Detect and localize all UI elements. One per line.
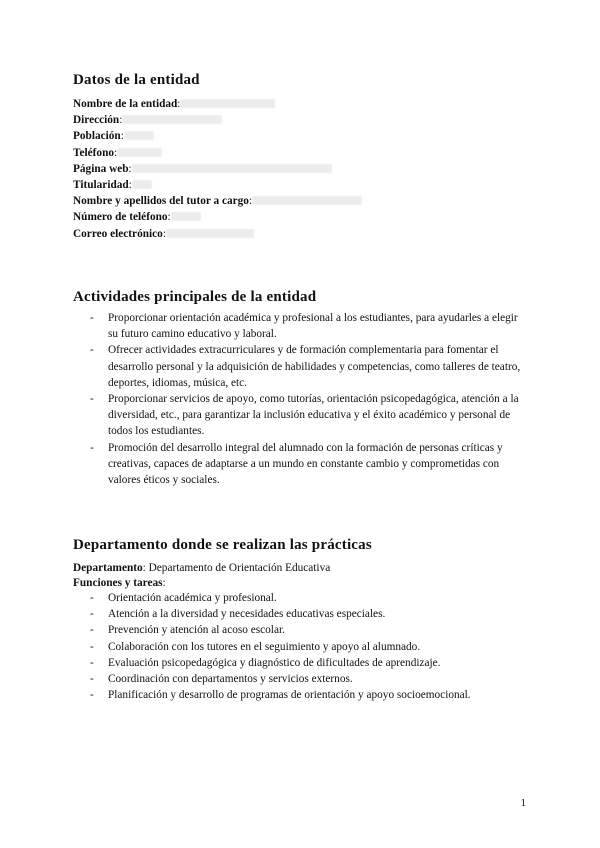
list-marker: -	[90, 344, 94, 357]
list-item-text: Coordinación con departamentos y servicios externos.	[108, 673, 353, 686]
field-label: Teléfono	[73, 146, 115, 159]
department-heading: Departamento donde se realizan las prácticas	[73, 537, 372, 553]
field-label: Página web	[73, 162, 129, 175]
field-separator: :	[128, 179, 132, 192]
field-tutor-name	[73, 193, 533, 209]
list-item	[73, 622, 525, 638]
list-item-text: Planificación y desarrollo de programas de orientación y apoyo socioemocional.	[108, 689, 471, 702]
list-marker: -	[90, 441, 94, 454]
department-line	[73, 560, 330, 576]
field-ownership	[73, 177, 533, 193]
field-separator: :	[162, 227, 166, 240]
activities-heading: Actividades principales de la entidad	[73, 289, 317, 305]
field-separator: :	[120, 130, 124, 143]
department-value: : Departamento de Orientación Educativa	[142, 562, 331, 574]
field-address	[73, 112, 533, 128]
field-label: Dirección	[73, 114, 120, 127]
list-marker: -	[90, 624, 94, 637]
field-separator: :	[167, 211, 171, 224]
list-item-text: Orientación académica y profesional.	[108, 592, 277, 604]
tasks-list	[73, 590, 525, 703]
department-label: Departamento	[73, 562, 143, 574]
field-label: Correo electrónico	[73, 227, 163, 240]
functions-line	[73, 575, 166, 591]
field-separator: :	[119, 114, 123, 127]
field-tutor-phone	[73, 209, 533, 225]
redacted-value	[117, 148, 162, 157]
list-item-text: Promoción del desarrollo integral del alumnado con la formación de personas críticas y creativas, capaces de adaptarse a un mundo en constante cambio y comprometidas con valores éticos y sociales.	[108, 441, 503, 487]
list-item-text: Prevención y atención al acoso escolar.	[108, 624, 285, 637]
list-item	[73, 639, 525, 655]
list-marker: -	[90, 689, 94, 702]
field-separator: :	[128, 162, 132, 175]
redacted-value	[124, 131, 154, 140]
list-marker: -	[90, 608, 94, 621]
list-marker: -	[90, 312, 94, 324]
field-label: Nombre de la entidad	[73, 98, 178, 110]
field-separator: :	[177, 98, 181, 110]
field-entity-name	[73, 96, 533, 112]
list-item	[73, 391, 525, 440]
list-marker: -	[90, 640, 94, 653]
field-separator: :	[114, 146, 118, 159]
field-town	[73, 128, 533, 144]
list-item-text: Colaboración con los tutores en el seguimiento y apoyo al alumnado.	[108, 640, 421, 653]
list-marker: -	[90, 673, 94, 686]
list-marker: -	[90, 393, 94, 406]
redacted-value	[132, 180, 152, 189]
field-phone	[73, 145, 533, 161]
list-item	[73, 342, 525, 391]
redacted-value	[122, 115, 222, 124]
functions-separator: :	[162, 577, 166, 589]
redacted-value	[171, 212, 201, 221]
list-item-text: Ofrecer actividades extracurriculares y de formación complementaria para fomentar el desarrollo personal y la adquisición de habilidades y competencias, como talleres de teatro, deportes, idiomas, música, etc.	[108, 344, 521, 389]
redacted-value	[252, 196, 362, 205]
redacted-value	[166, 229, 254, 238]
field-label: Población	[73, 130, 121, 143]
list-marker: -	[90, 592, 94, 604]
list-item	[73, 440, 525, 489]
list-item-text: Proporcionar servicios de apoyo, como tutorías, orientación psicopedagógica, atención a la diversidad, etc., para garantizar la inclusión educativa y el éxito académico y personal de todos los estudiantes.	[108, 393, 519, 438]
page-number: 1	[520, 797, 526, 809]
field-label: Número de teléfono	[73, 211, 168, 224]
entity-data-heading: Datos de la entidad	[73, 72, 200, 88]
list-item-text: Evaluación psicopedagógica y diagnóstico de dificultades de aprendizaje.	[108, 656, 441, 669]
list-item	[73, 606, 525, 622]
field-email	[73, 226, 533, 242]
list-item	[73, 671, 525, 687]
list-item-text: Atención a la diversidad y necesidades educativas especiales.	[108, 608, 386, 621]
field-website	[73, 161, 533, 177]
redacted-value	[180, 99, 275, 108]
list-item	[73, 655, 525, 671]
functions-label: Funciones y tareas	[73, 577, 163, 589]
list-item-text: Proporcionar orientación académica y profesional a los estudiantes, para ayudarles a elegir su futuro camino educativo y laboral.	[108, 312, 518, 341]
field-label: Titularidad	[73, 179, 129, 192]
list-item	[73, 310, 525, 342]
field-label: Nombre y apellidos del tutor a cargo	[73, 195, 249, 208]
list-marker: -	[90, 656, 94, 669]
list-item	[73, 687, 525, 703]
list-item	[73, 590, 525, 606]
entity-fields	[73, 96, 533, 242]
redacted-value	[132, 164, 332, 173]
activities-list	[73, 310, 525, 488]
field-separator: :	[248, 195, 253, 208]
